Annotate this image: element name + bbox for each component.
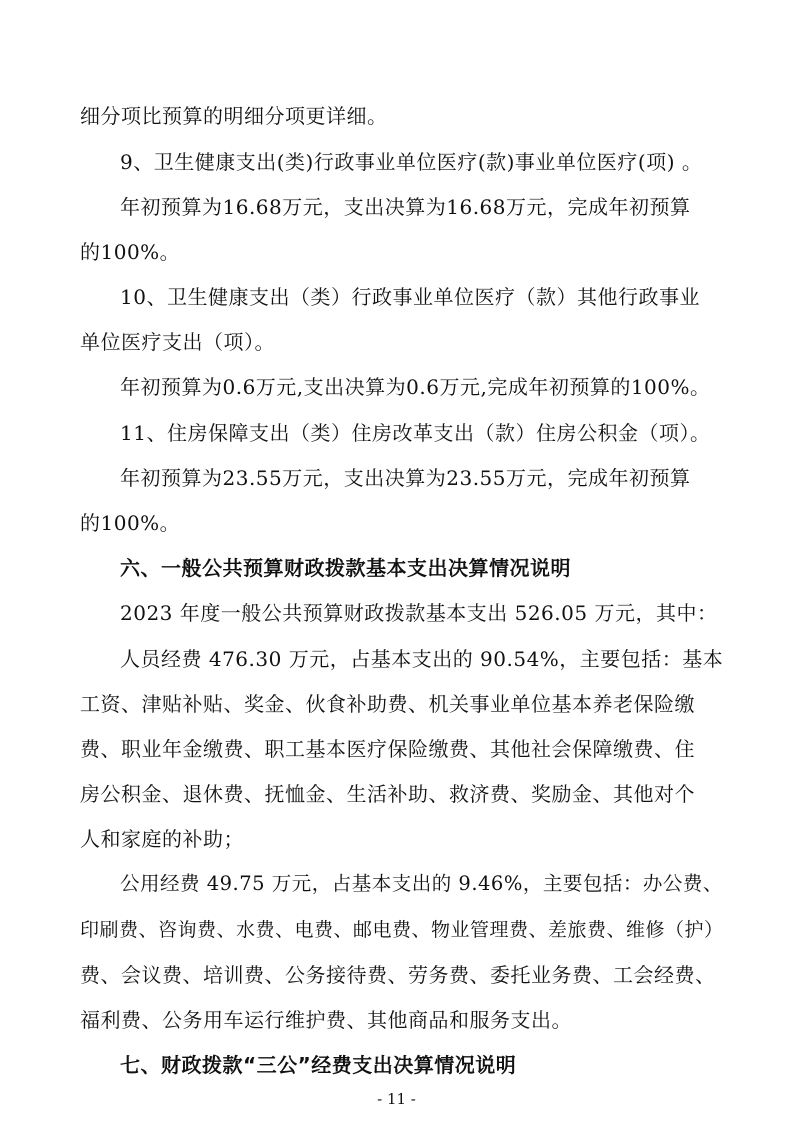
item-10-heading: 10、卫生健康支出（类）行政事业单位医疗（款）其他行政事业 [120,285,700,309]
paragraph-line: 人员经费 476.30 万元，占基本支出的 90.54%，主要包括：基本 [120,647,724,671]
paragraph-line: 细分项比预算的明细分项更详细。 [80,104,388,128]
paragraph-line: 年初预算为0.6万元,支出决算为0.6万元,完成年初预算的100%。 [120,375,711,399]
paragraph-line: 年初预算为16.68万元，支出决算为16.68万元，完成年初预算 [120,195,691,219]
paragraph-line: 工资、津贴补贴、奖金、伙食补助费、机关事业单位基本养老保险缴 [80,692,695,716]
paragraph-line: 年初预算为23.55万元，支出决算为23.55万元，完成年初预算 [120,466,691,490]
page-number: - 11 - [377,1090,416,1108]
paragraph-line: 费、会议费、培训费、公务接待费、劳务费、委托业务费、工会经费、 [80,963,716,987]
paragraph-line: 公用经费 49.75 万元，占基本支出的 9.46%，主要包括：办公费、 [120,872,723,895]
paragraph-line: 费、职业年金缴费、职工基本医疗保险缴费、其他社会保障缴费、住 [80,737,695,761]
paragraph-line: 2023 年度一般公共预算财政拨款基本支出 526.05 万元，其中： [120,601,718,625]
paragraph-line: 福利费、公务用车运行维护费、其他商品和服务支出。 [80,1008,572,1032]
paragraph-line: 房公积金、退休费、抚恤金、生活补助、救济费、奖励金、其他对个 [80,782,695,806]
paragraph-line: 单位医疗支出（项）。 [80,330,275,354]
section-7-heading: 七、财政拨款“三公”经费支出决算情况说明 [120,1053,517,1077]
paragraph-line: 印刷费、咨询费、水费、电费、邮电费、物业管理费、差旅费、维修（护） [80,919,724,941]
paragraph-line: 的100%。 [80,511,181,535]
section-6-heading: 六、一般公共预算财政拨款基本支出决算情况说明 [120,556,571,580]
paragraph-line: 人和家庭的补助； [80,827,244,851]
paragraph-line: 的100%。 [80,240,181,264]
item-11-heading: 11、住房保障支出（类）住房改革支出（款）住房公积金（项）。 [120,421,711,445]
item-9-heading: 9、卫生健康支出(类)行政事业单位医疗(款)事业单位医疗(项) 。 [120,150,703,174]
